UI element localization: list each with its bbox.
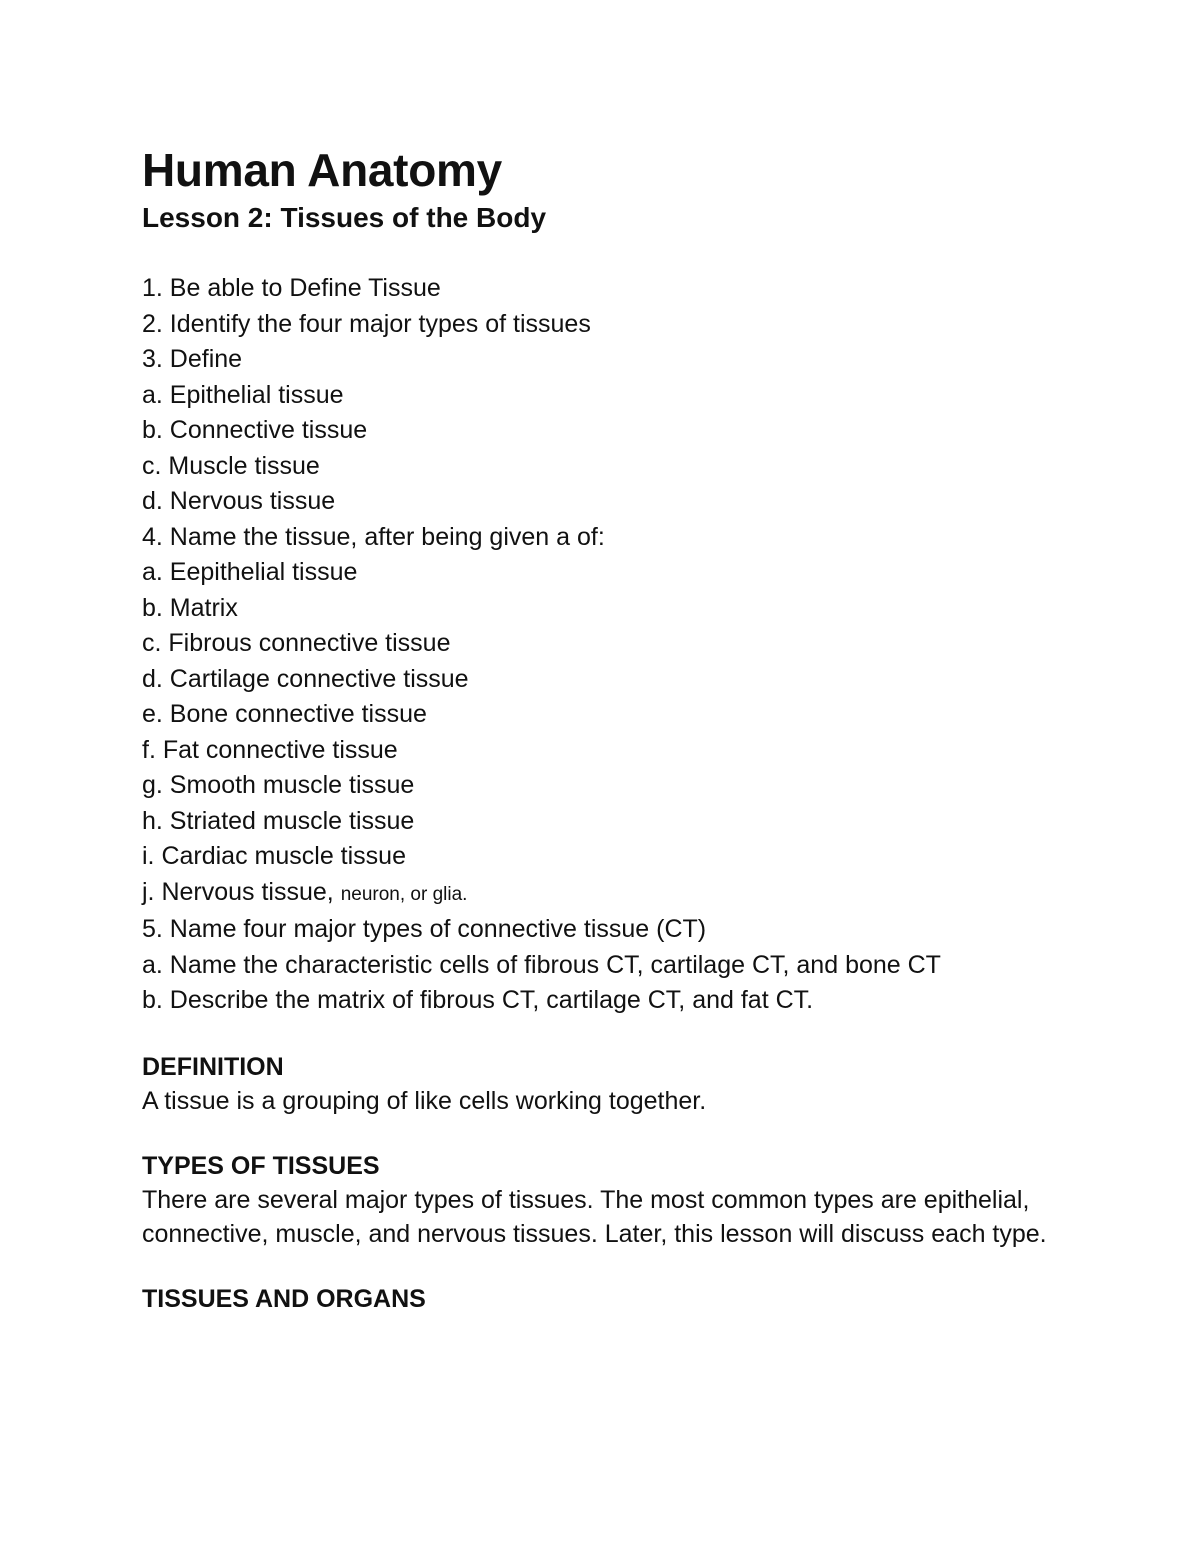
list-item: 2. Identify the four major types of tissues	[142, 309, 591, 338]
list-item: b. Matrix	[142, 593, 238, 622]
list-item: g. Smooth muscle tissue	[142, 771, 415, 799]
list-item: b. Describe the matrix of fibrous CT, cartilage CT, and fat CT.	[142, 986, 814, 1014]
list-item: d. Cartilage connective tissue	[142, 664, 469, 693]
document-page	[142, 142, 1082, 1316]
section-heading: DEFINITION	[142, 1052, 284, 1081]
list-item-small: neuron, or glia.	[340, 883, 468, 905]
section-text: There are several major types of tissues. The most common types are epithelial, connective, muscle, and nervous tissues. Later, this lesson will discuss each type.	[142, 1185, 1047, 1248]
list-item: i. Cardiac muscle tissue	[142, 842, 406, 870]
definition-section	[142, 1050, 1082, 1118]
list-item: 3. Define	[142, 345, 243, 373]
list-item	[142, 875, 1082, 913]
list-item: h. Striated muscle tissue	[142, 806, 415, 835]
list-item: 4. Name the tissue, after being given a of:	[142, 522, 605, 551]
types-section	[142, 1149, 1082, 1251]
list-item-main: j. Nervous tissue,	[142, 877, 341, 906]
list-item: a. Eepithelial tissue	[142, 558, 358, 586]
list-item: a. Epithelial tissue	[142, 380, 344, 409]
section-text: A tissue is a grouping of like cells working together.	[142, 1086, 707, 1115]
list-item: 1. Be able to Define Tissue	[142, 274, 441, 302]
list-item: a. Name the characteristic cells of fibrous CT, cartilage CT, and bone CT	[142, 950, 941, 979]
section-heading: TISSUES AND ORGANS	[142, 1284, 426, 1313]
section-heading: TYPES OF TISSUES	[142, 1151, 380, 1180]
list-item: b. Connective tissue	[142, 416, 368, 444]
lesson-subtitle: Lesson 2: Tissues of the Body	[142, 202, 547, 233]
organs-section	[142, 1282, 1082, 1316]
list-item: c. Fibrous connective tissue	[142, 629, 451, 657]
list-item: f. Fat connective tissue	[142, 735, 398, 764]
page-title: Human Anatomy	[142, 144, 502, 196]
list-item: d. Nervous tissue	[142, 487, 336, 515]
list-item: 5. Name four major types of connective tissue (CT)	[142, 915, 707, 943]
list-item: e. Bone connective tissue	[142, 700, 427, 728]
objectives-list	[142, 271, 1082, 1019]
list-item: c. Muscle tissue	[142, 451, 320, 480]
